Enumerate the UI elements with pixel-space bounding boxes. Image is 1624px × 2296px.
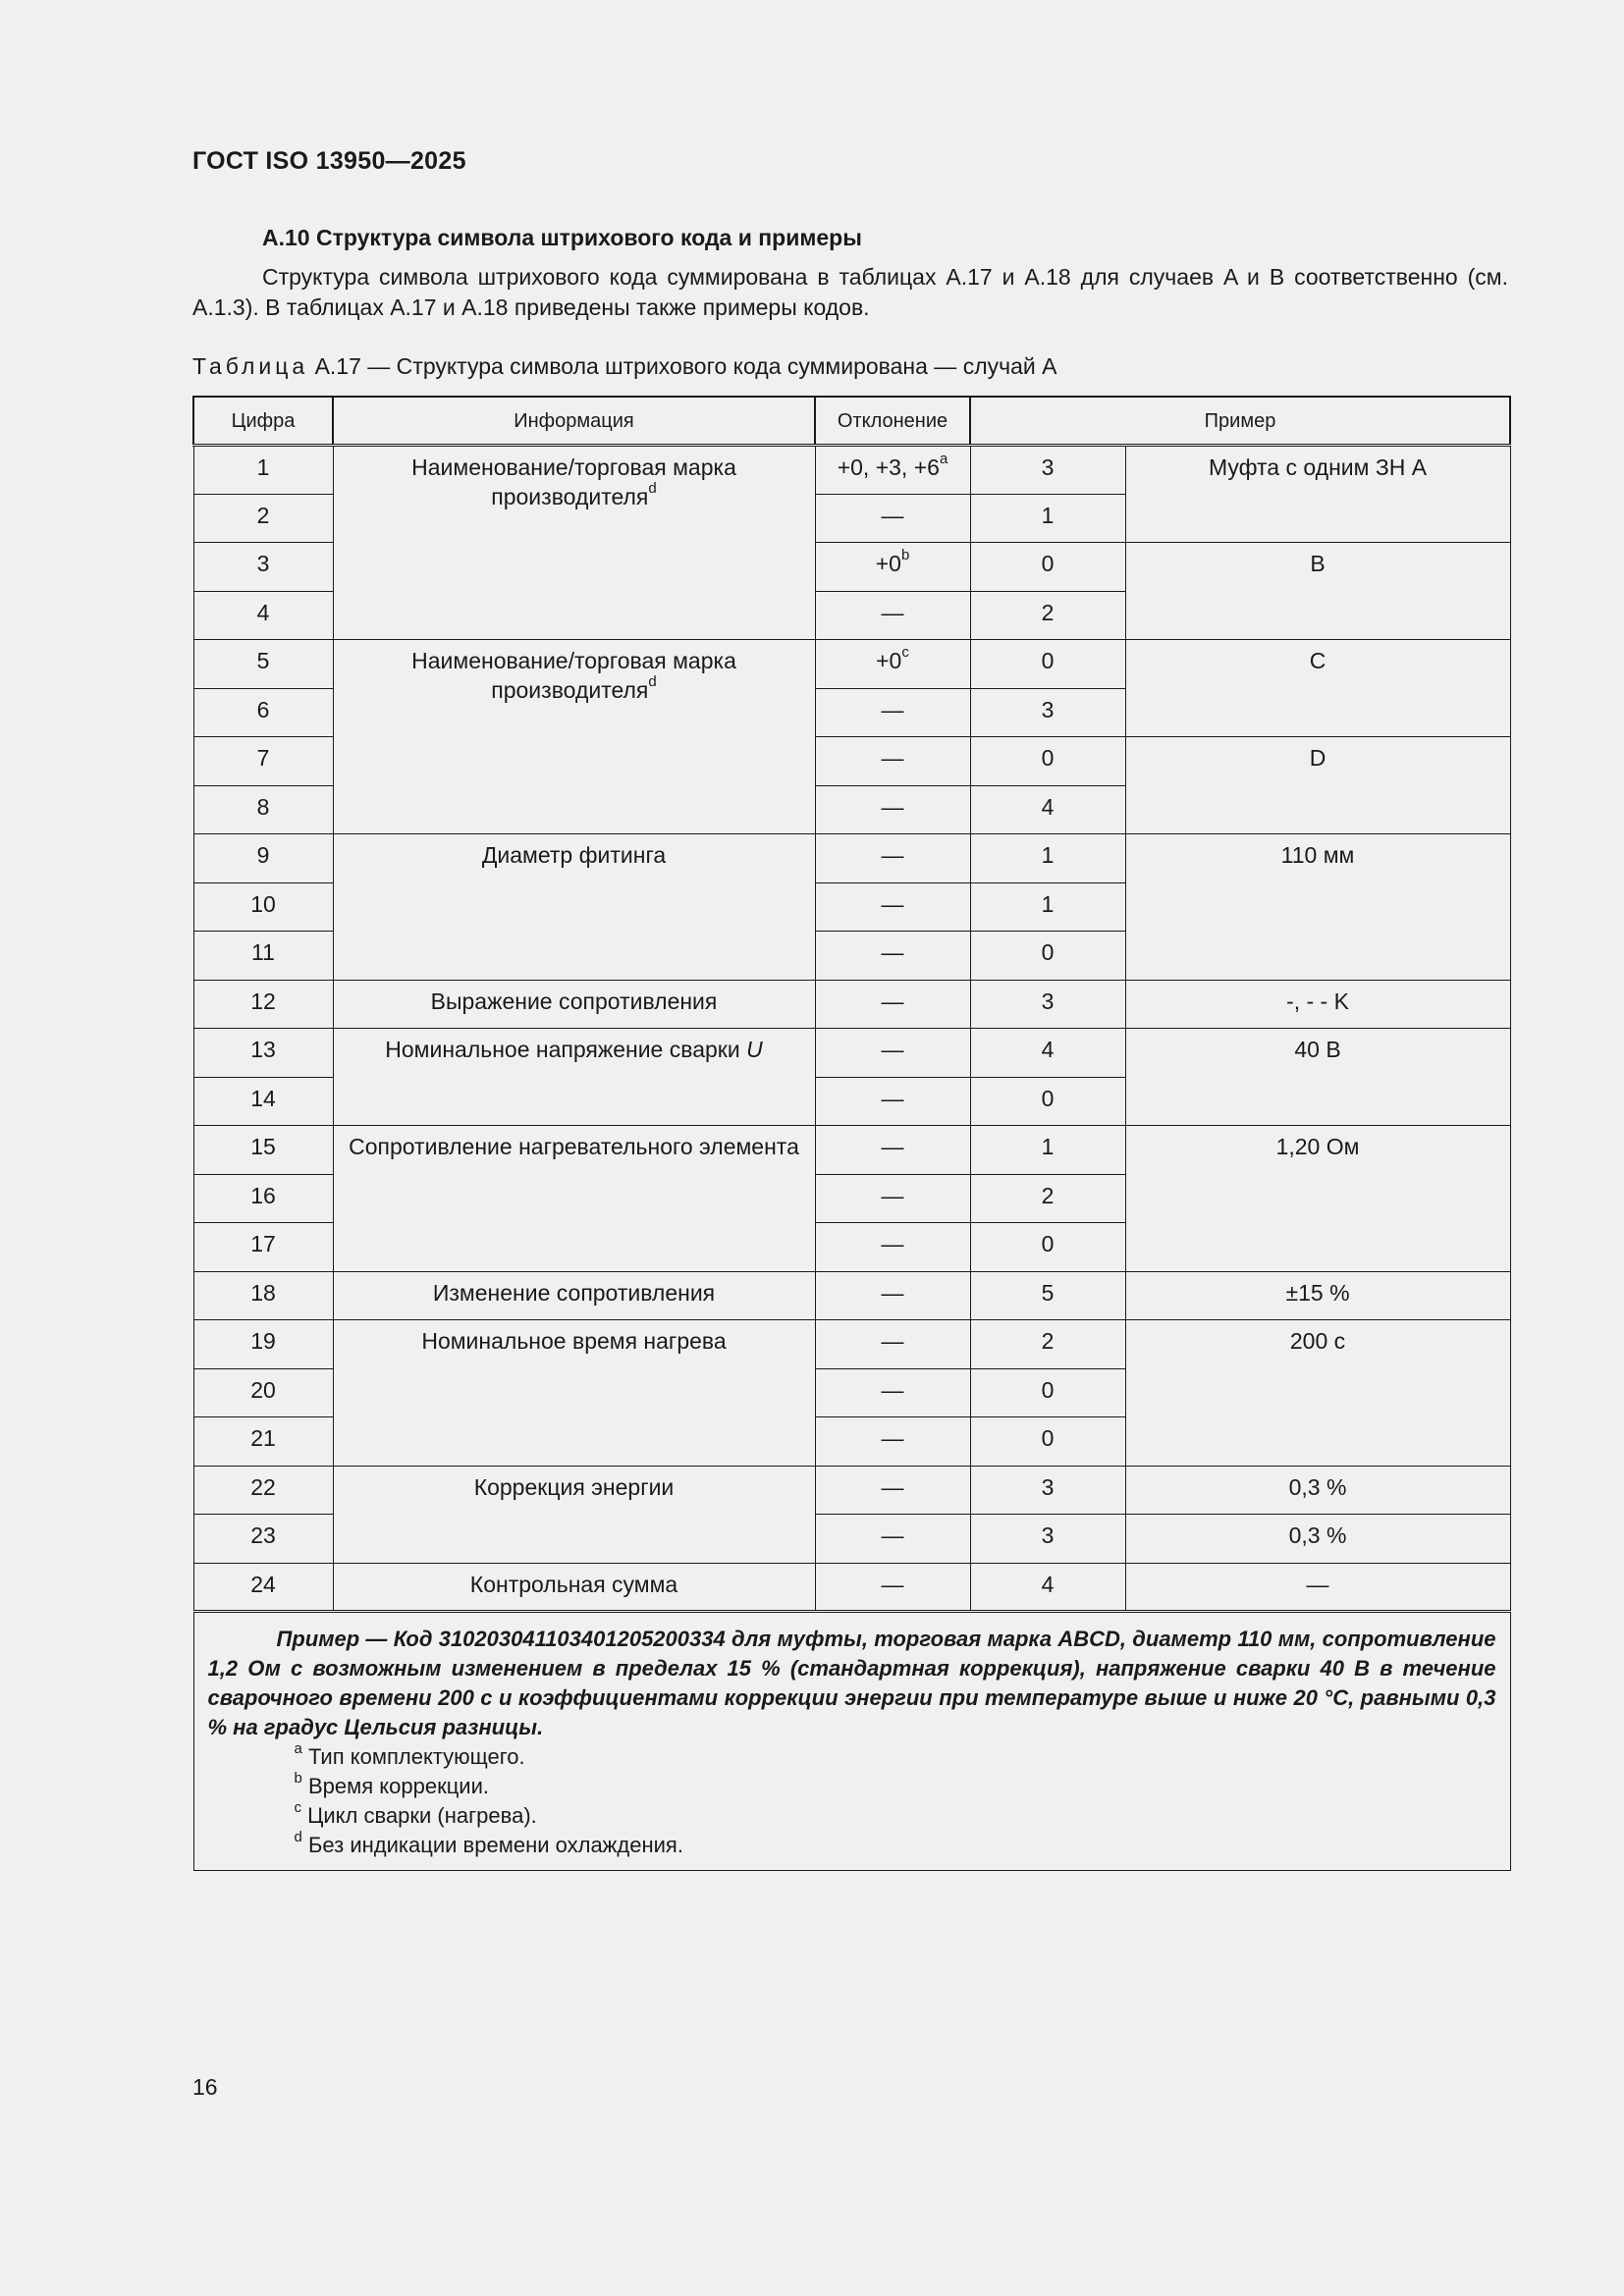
deviation-text: — [881,842,904,868]
information-text: Номинальное время нагрева [421,1328,727,1354]
example-cell: ±15 % [1125,1271,1510,1320]
deviation-cell [815,446,970,495]
deviation-cell [815,1563,970,1612]
information-text: Коррекция энергии [473,1473,675,1500]
table-caption [192,353,1056,380]
example-cell: 1,20 Ом [1125,1126,1510,1272]
deviation-cell [815,1320,970,1369]
deviation-text: — [881,599,904,625]
digit-cell: 1 [193,446,333,495]
footnote-marker: c [901,644,909,662]
information-cell [333,446,815,640]
digit-cell: 18 [193,1271,333,1320]
digit-cell: 20 [193,1368,333,1417]
deviation-cell [815,1077,970,1126]
table-row [193,446,1510,495]
example-note: Пример — Код 310203041103401205200334 для муфты, торговая марка ABCD, диаметр 110 мм, сопротивление 1,2 Ом с возможным изменением в пределах 15 % (стандартная коррекция), напряжение сварки 40 В в течение сварочного времени 200 с и коэффициентами коррекции энергии при температуре выше и ниже 20 °С, равными 0,3 % на градус Цельсия разницы. [207,1627,1496,1739]
deviation-cell [815,1174,970,1223]
information-cell [333,1126,815,1272]
code-value-cell: 0 [970,737,1125,786]
deviation-text: — [881,1134,904,1159]
code-value-cell: 0 [970,1417,1125,1467]
deviation-text: — [881,1328,904,1354]
deviation-text: — [881,988,904,1014]
code-value-cell: 0 [970,1077,1125,1126]
information-cell [333,834,815,981]
example-cell: 0,3 % [1125,1466,1510,1515]
table-caption-prefix: Таблица [192,353,309,379]
deviation-cell [815,1515,970,1564]
digit-cell: 2 [193,494,333,543]
deviation-cell [815,834,970,883]
footnote-item [208,1739,1496,1772]
example-cell: B [1125,543,1510,640]
notes-row [193,1612,1510,1871]
deviation-cell [815,882,970,932]
deviation-text: — [881,696,904,722]
footnote-text: Время коррекции. [301,1774,489,1798]
code-value-cell: 0 [970,1368,1125,1417]
code-value-cell: 1 [970,494,1125,543]
code-value-cell: 2 [970,1174,1125,1223]
information-cell [333,1563,815,1612]
code-value-cell: 3 [970,688,1125,737]
code-value-cell: 0 [970,932,1125,981]
table-row [193,1320,1510,1369]
table-row [193,1563,1510,1612]
digit-cell: 10 [193,882,333,932]
deviation-cell [815,785,970,834]
notes-cell [193,1612,1510,1871]
deviation-text: — [881,793,904,820]
table-row [193,1466,1510,1515]
footnote-marker: d [648,480,657,498]
deviation-text: +0 [875,551,901,576]
column-header-deviation: Отклонение [815,397,970,446]
deviation-text: — [881,1522,904,1548]
information-text: Наименование/торговая марка производителя [411,648,736,703]
example-cell: 200 с [1125,1320,1510,1467]
digit-cell: 22 [193,1466,333,1515]
code-value-cell: 1 [970,1126,1125,1175]
digit-cell: 16 [193,1174,333,1223]
intro-paragraph: Структура символа штрихового кода суммирована в таблицах А.17 и А.18 для случаев A и B соответственно (см. А.1.3). В таблицах А.17 и А.18 приведены также примеры кодов. [192,264,1508,320]
code-value-cell: 1 [970,834,1125,883]
information-text: Изменение сопротивления [432,1279,716,1306]
digit-cell: 3 [193,543,333,592]
digit-cell: 5 [193,640,333,689]
digit-cell: 8 [193,785,333,834]
deviation-cell [815,932,970,981]
barcode-structure-table [192,396,1511,1871]
digit-cell: 6 [193,688,333,737]
table-row [193,1126,1510,1175]
information-text: Диаметр фитинга [481,842,667,868]
example-cell: 0,3 % [1125,1515,1510,1564]
footnote-text: Без индикации времени охлаждения. [301,1833,683,1857]
deviation-text: — [881,1473,904,1500]
deviation-text: — [881,1085,904,1111]
digit-cell: 12 [193,980,333,1029]
table-row [193,1271,1510,1320]
table-row [193,1029,1510,1078]
information-cell [333,1320,815,1467]
code-value-cell: 4 [970,1563,1125,1612]
deviation-text: — [881,1279,904,1306]
footnote-mark: c [294,1798,301,1816]
code-value-cell: 3 [970,446,1125,495]
deviation-cell [815,1029,970,1078]
digit-cell: 7 [193,737,333,786]
footnote-mark: a [294,1739,302,1757]
information-italic: U [746,1037,763,1062]
footnote-item [208,1769,1496,1801]
information-text: Номинальное напряжение сварки [385,1037,747,1062]
example-cell: 40 В [1125,1029,1510,1126]
deviation-cell [815,737,970,786]
digit-cell: 14 [193,1077,333,1126]
deviation-cell [815,980,970,1029]
deviation-text: — [881,1231,904,1256]
information-cell [333,1271,815,1320]
deviation-cell [815,1368,970,1417]
deviation-cell [815,1417,970,1467]
digit-cell: 19 [193,1320,333,1369]
section-title: А.10 Структура символа штрихового кода и примеры [262,225,862,250]
column-header-example: Пример [970,397,1510,446]
footnote-marker: b [900,547,910,564]
footnotes-list [208,1739,1496,1860]
deviation-cell [815,1223,970,1272]
deviation-text: — [881,939,904,965]
deviation-text: — [881,1425,904,1451]
page-number: 16 [192,2074,218,2100]
information-text: Наименование/торговая марка производителя [411,454,736,509]
digit-cell: 15 [193,1126,333,1175]
deviation-cell [815,1271,970,1320]
example-cell: D [1125,737,1510,834]
digit-cell: 24 [193,1563,333,1612]
code-value-cell: 2 [970,591,1125,640]
example-cell: Муфта с одним ЗН A [1125,446,1510,543]
footnote-text: Тип комплектующего. [301,1744,525,1769]
digit-cell: 4 [193,591,333,640]
deviation-cell [815,1466,970,1515]
code-value-cell: 5 [970,1271,1125,1320]
digit-cell: 13 [193,1029,333,1078]
deviation-cell [815,1126,970,1175]
information-text: Выражение сопротивления [430,988,718,1014]
footnote-marker: a [939,451,948,468]
digit-cell: 9 [193,834,333,883]
information-cell [333,980,815,1029]
deviation-text: +0, +3, +6 [837,454,940,480]
standard-header: ГОСТ ISO 13950—2025 [192,147,466,175]
footnote-mark: d [294,1828,302,1845]
digit-cell: 17 [193,1223,333,1272]
table-row [193,834,1510,883]
example-cell: -, - - K [1125,980,1510,1029]
code-value-cell: 4 [970,785,1125,834]
deviation-text: — [881,1571,904,1597]
code-value-cell: 3 [970,980,1125,1029]
example-cell: — [1125,1563,1510,1612]
deviation-text: — [881,745,904,771]
deviation-cell [815,591,970,640]
footnote-marker: d [648,673,657,691]
code-value-cell: 3 [970,1466,1125,1515]
table-body [193,446,1510,1612]
deviation-cell [815,688,970,737]
code-value-cell: 2 [970,1320,1125,1369]
digit-cell: 21 [193,1417,333,1467]
deviation-cell [815,640,970,689]
column-header-digit: Цифра [193,397,333,446]
deviation-text: — [881,502,904,528]
deviation-cell [815,543,970,592]
deviation-text: — [881,890,904,917]
footnote-item [208,1798,1496,1831]
information-cell [333,1466,815,1563]
table-row [193,640,1510,689]
example-cell: C [1125,640,1510,737]
information-cell [333,640,815,834]
footnote-item [208,1828,1496,1860]
deviation-text: — [881,1376,904,1403]
deviation-text: +0 [876,648,902,673]
digit-cell: 11 [193,932,333,981]
table-row [193,980,1510,1029]
information-text: Контрольная сумма [469,1571,678,1597]
footnote-text: Цикл сварки (нагрева). [301,1803,537,1828]
deviation-text: — [881,1037,904,1062]
table-header-row [193,397,1510,446]
digit-cell: 23 [193,1515,333,1564]
information-cell [333,1029,815,1126]
code-value-cell: 0 [970,543,1125,592]
code-value-cell: 4 [970,1029,1125,1078]
code-value-cell: 0 [970,640,1125,689]
information-text: Сопротивление нагревательного элемента [349,1134,799,1159]
footnote-mark: b [294,1769,302,1787]
deviation-text: — [881,1182,904,1208]
deviation-cell [815,494,970,543]
column-header-information: Информация [333,397,815,446]
code-value-cell: 3 [970,1515,1125,1564]
table-caption-text: А.17 — Структура символа штрихового кода суммирована — случай A [308,353,1057,379]
code-value-cell: 1 [970,882,1125,932]
example-cell: 110 мм [1125,834,1510,981]
code-value-cell: 0 [970,1223,1125,1272]
